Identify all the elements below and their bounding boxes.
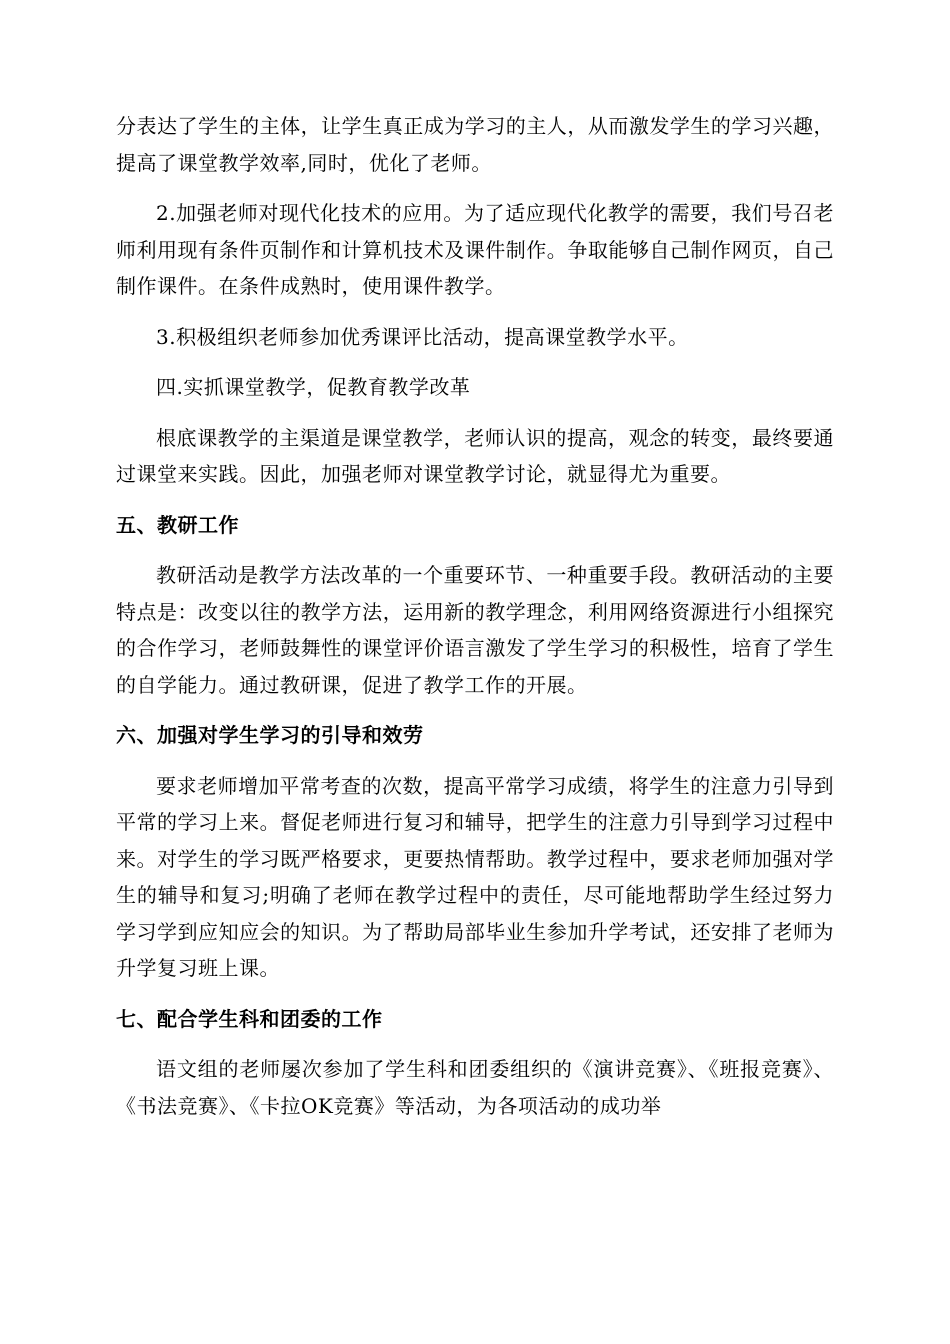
paragraph-competitions: 语文组的老师屡次参加了学生科和团委组织的《演讲竞赛》、《班报竞赛》、《书法竞赛》、《卡拉OK竞赛》等活动，为各项活动的成功举 (116, 1057, 834, 1118)
paragraph-classroom-teaching: 根底课教学的主渠道是课堂教学，老师认识的提高，观念的转变，最终要通过课堂来实践。因此，加强老师对课堂教学讨论，就显得尤为重要。 (116, 425, 834, 486)
heading-section-seven: 七、配合学生科和团委的工作 (116, 1006, 383, 1031)
paragraph-student-guidance: 要求老师增加平常考查的次数，提高平常学习成绩，将学生的注意力引导到平常的学习上来。督促老师进行复习和辅导，把学生的注意力引导到学习过程中来。对学生的学习既严格要求，更要热情帮助。教学过程中，要求老师加强对学生的辅导和复习;明确了老师在教学过程中的责任，尽可能地帮助学生经过努力学习学到应知应会的知识。为了帮助局部毕业生参加升学考试，还安排了老师为升学复习班上课。 (116, 773, 834, 980)
paragraph-lesson-competition: 3.积极组织老师参加优秀课评比活动，提高课堂教学水平。 (156, 324, 689, 349)
paragraph-section-four-title: 四.实抓课堂教学，促教育教学改革 (156, 375, 471, 399)
paragraph-research-activities: 教研活动是教学方法改革的一个重要环节、一种重要手段。教研活动的主要特点是：改变以往的教学方法，运用新的教学理念，利用网络资源进行小组探究的合作学习，老师鼓舞性的课堂评价语言激发了学生学习的积极性，培育了学生的自学能力。通过教研课，促进了教学工作的开展。 (116, 563, 834, 697)
heading-section-five: 五、教研工作 (116, 512, 239, 537)
document-page (116, 108, 834, 1138)
heading-section-six: 六、加强对学生学习的引导和效劳 (116, 723, 424, 747)
paragraph-continuation: 分表达了学生的主体，让学生真正成为学习的主人，从而激发学生的学习兴趣，提高了课堂教学效率,同时，优化了老师。 (116, 114, 834, 175)
paragraph-tech-application: 2.加强老师对现代化技术的应用。为了适应现代化教学的需要，我们号召老师利用现有条件页制作和计算机技术及课件制作。争取能够自己制作网页，自己制作课件。在条件成熟时，使用课件教学。 (116, 201, 834, 298)
